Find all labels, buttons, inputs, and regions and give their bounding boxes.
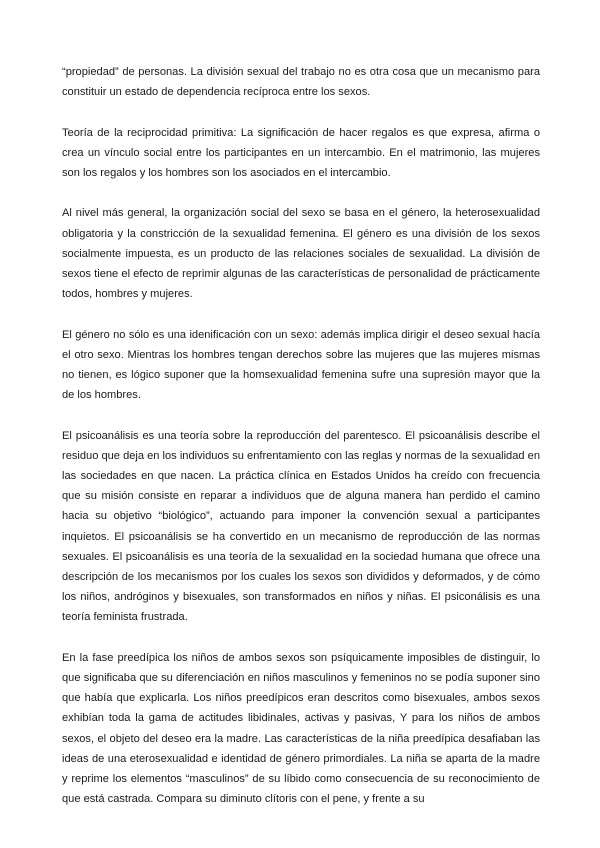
page-body [62,62,540,830]
paragraph-reciprocidad: Teoría de la reciprocidad primitiva: La significación de hacer regalos es que expresa, afirma o crea un vínculo social entre los participantes en un intercambio. En el matrimonio, las mujeres son los regalos y los hombres son los asociados en el intercambio. [62,126,540,179]
paragraph-propiedad: “propiedad” de personas. La división sexual del trabajo no es otra cosa que un mecanismo para constituir un estado de dependencia recíproca entre los sexos. [62,66,540,99]
paragraph-psicoanalisis: El psicoanálisis es una teoría sobre la reproducción del parentesco. El psicoanálisis describe el residuo que deja en los individuos su enfrentamiento con las reglas y normas de la sexualidad en las sociedades en que nacen. La práctica clínica en Estados Unidos ha creído con frecuencia que su misión consiste en reparar a individuos que de alguna manera han perdido el camino hacia su objetivo “biológico”, actuando para imponer la convención sexual a participantes inquietos. El psicoanálisis se ha convertido en un mecanismo de reproducción de las normas sexuales. El psicoanálisis es una teoría de la sexualidad en la sociedad humana que ofrece una descripción de los mecanismos por los cuales los sexos son divididos y deformados, y de cómo los niños, andróginos y bisexuales, son transformados en niños y niñas. El psiconálisis es una teoría feminista frustrada. [62,429,540,624]
paragraph-fase-preedipica: En la fase preedípica los niños de ambos sexos son psíquicamente imposibles de distinguir, lo que significaba que su diferenciación en niños masculinos y femeninos no se podía suponer sino que había que explicarla. Los niños preedípicos eran descritos como bisexuales, ambos sexos exhibían toda la gama de actitudes libidinales, activas y pasivas, Y para los niños de ambos sexos, el objeto del deseo era la madre. Las características de la niña preedípica desafiaban las ideas de una eterosexualidad e identidad de género primordiales. La niña se aparta de la madre y reprime los elementos “masculinos” de su líbido como consecuencia de su reconocimiento de que está castrada. Compara su diminuto clítoris con el pene, y frente a su [62,651,540,806]
paragraph-genero: El género no sólo es una idenificación con un sexo: además implica dirigir el deseo sexual hacía el otro sexo. Mientras los hombres tengan derechos sobre las mujeres que las mujeres mismas no tienen, es lógico suponer que la homsexualidad femenina sufre una supresión mayor que la de los hombres. [62,328,540,402]
paragraph-organizacion-social: Al nivel más general, la organización social del sexo se basa en el género, la heterosexualidad obligatoria y la constricción de la sexualidad femenina. El género es una división de los sexos socialmente impuesta, es un producto de las relaciones sociales de sexualidad. La división de sexos tiene el efecto de reprimir algunas de las características de personalidad de prácticamente todos, hombres y mujeres. [62,207,540,301]
